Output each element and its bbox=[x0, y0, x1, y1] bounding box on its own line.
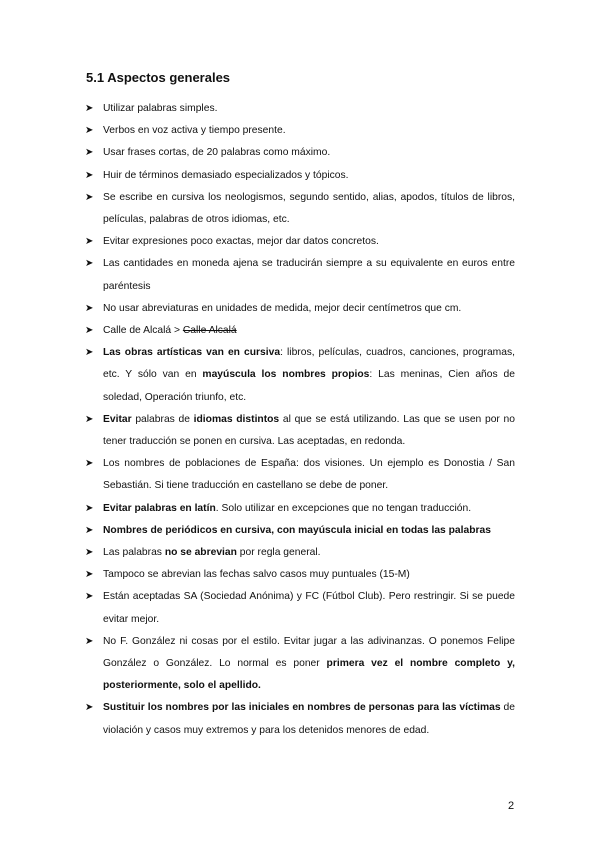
arrow-bullet-icon: ➤ bbox=[85, 191, 94, 203]
list-item bbox=[85, 453, 515, 497]
page-number: 2 bbox=[508, 800, 515, 812]
arrow-bullet-icon: ➤ bbox=[85, 502, 94, 514]
item-text: Las palabras bbox=[103, 547, 165, 559]
bold-text: Las obras artísticas van en cursiva bbox=[103, 347, 281, 359]
arrow-bullet-icon: ➤ bbox=[85, 103, 94, 114]
list-item bbox=[85, 342, 515, 409]
item-text: por regla general. bbox=[236, 547, 321, 559]
list-item bbox=[85, 98, 515, 120]
bold-text: Evitar bbox=[103, 413, 132, 425]
item-text: Utilizar palabras simples. bbox=[103, 103, 218, 114]
arrow-bullet-icon: ➤ bbox=[85, 258, 94, 270]
item-text: Usar frases cortas, de 20 palabras como máximo. bbox=[103, 147, 331, 159]
list-item bbox=[85, 697, 515, 741]
arrow-bullet-icon: ➤ bbox=[85, 635, 94, 647]
arrow-bullet-icon: ➤ bbox=[85, 702, 94, 714]
item-text: Las cantidades en moneda ajena se traducirán siempre a su equivalente en euros entre paréntesis bbox=[103, 258, 515, 292]
bold-text: primera vez el nombre completo y, posteriormente, solo el apellido. bbox=[103, 658, 515, 692]
list-item bbox=[85, 253, 515, 297]
bold-text: no se abrevian bbox=[164, 547, 237, 559]
item-text: Verbos en voz activa y tiempo presente. bbox=[103, 125, 286, 137]
item-text: : Las meninas, Cien años de soledad, Operación triunfo, etc. bbox=[103, 369, 515, 403]
arrow-bullet-icon: ➤ bbox=[85, 524, 94, 536]
list-item bbox=[85, 320, 515, 342]
list-item bbox=[85, 586, 515, 630]
arrow-bullet-icon: ➤ bbox=[85, 325, 94, 337]
list-item bbox=[85, 231, 515, 253]
arrow-bullet-icon: ➤ bbox=[85, 302, 94, 314]
bold-text: Evitar palabras en latín bbox=[103, 502, 216, 514]
list-item bbox=[85, 542, 515, 564]
item-text: Están aceptadas SA (Sociedad Anónima) y FC (Fútbol Club). Pero restringir. Si se puede evitar mejor. bbox=[103, 591, 515, 625]
item-text: No usar abreviaturas en unidades de medida, mejor decir centímetros que cm. bbox=[103, 302, 462, 314]
list-item bbox=[85, 498, 515, 520]
item-text: Los nombres de poblaciones de España: dos visiones. Un ejemplo es Donostia / San Sebastián. Si tiene traducción en castellano se debe de poner. bbox=[103, 458, 515, 492]
item-text: Calle de Alcalá > bbox=[103, 325, 183, 337]
section-heading: 5.1 Aspectos generales bbox=[86, 70, 231, 85]
arrow-bullet-icon: ➤ bbox=[85, 413, 94, 425]
bold-text: mayúscula los nombres propios bbox=[202, 369, 370, 381]
item-text: No F. González ni cosas por el estilo. Evitar jugar a las adivinanzas. O ponemos Felipe González o González. Lo normal es poner bbox=[103, 635, 515, 670]
list-item bbox=[85, 409, 515, 453]
list-item bbox=[85, 520, 515, 542]
list-item bbox=[85, 564, 515, 586]
item-text: . Solo utilizar en excepciones que no tengan traducción. bbox=[215, 502, 472, 514]
list-item bbox=[85, 187, 515, 231]
guideline-list bbox=[85, 98, 515, 742]
item-text: Evitar expresiones poco exactas, mejor dar datos concretos. bbox=[103, 236, 379, 248]
strikethrough-text: Calle Alcalá bbox=[182, 325, 237, 337]
item-text: Huir de términos demasiado especializados y tópicos. bbox=[103, 169, 349, 181]
item-text: Tampoco se abrevian las fechas salvo casos muy puntuales (15-M) bbox=[103, 569, 410, 581]
list-item bbox=[85, 165, 515, 187]
arrow-bullet-icon: ➤ bbox=[85, 125, 94, 137]
arrow-bullet-icon: ➤ bbox=[85, 347, 94, 359]
arrow-bullet-icon: ➤ bbox=[85, 458, 94, 470]
arrow-bullet-icon: ➤ bbox=[85, 169, 94, 181]
list-item bbox=[85, 142, 515, 164]
arrow-bullet-icon: ➤ bbox=[85, 547, 94, 559]
list-item bbox=[85, 631, 515, 698]
item-text: al que se está utilizando. Las que se usen por no tener traducción se ponen en cursiva. Las aceptadas, en redonda. bbox=[103, 413, 515, 448]
item-text: Se escribe en cursiva los neologismos, segundo sentido, alias, apodos, títulos de libros, películas, palabras de otros idiomas, etc. bbox=[103, 191, 515, 226]
arrow-bullet-icon: ➤ bbox=[85, 569, 94, 581]
item-text: palabras de bbox=[131, 413, 194, 425]
arrow-bullet-icon: ➤ bbox=[85, 236, 94, 248]
bold-text: idiomas distintos bbox=[193, 413, 280, 425]
item-text: : libros, películas, cuadros, canciones, programas, etc. Y sólo van en bbox=[103, 347, 515, 381]
arrow-bullet-icon: ➤ bbox=[85, 591, 94, 603]
arrow-bullet-icon: ➤ bbox=[85, 147, 94, 159]
bold-text: Nombres de periódicos en cursiva, con mayúscula inicial en todas las palabras bbox=[103, 524, 491, 536]
item-text: de violación y casos muy extremos y para los detenidos menores de edad. bbox=[103, 702, 515, 736]
list-item bbox=[85, 120, 515, 142]
bold-text: Sustituir los nombres por las iniciales en nombres de personas para las víctimas bbox=[103, 702, 501, 714]
list-item bbox=[85, 298, 515, 320]
